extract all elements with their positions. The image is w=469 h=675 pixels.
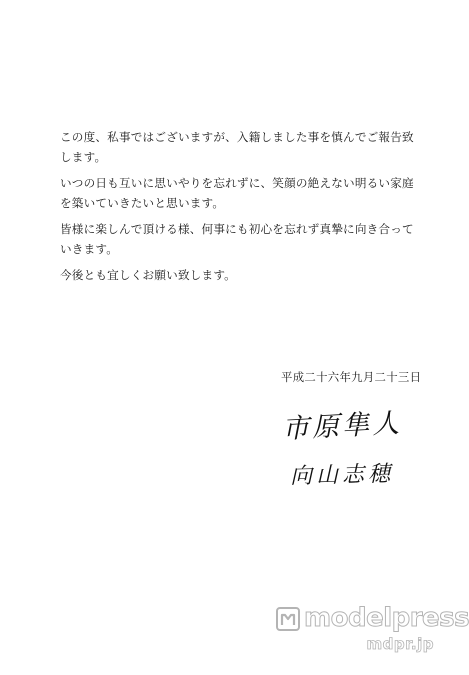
letter-line: を築いていきたいと思います。 <box>60 196 225 210</box>
signature-ichihara: 市原隼人 <box>281 407 403 446</box>
letter-line: 今後とも宜しくお願い致します。 <box>60 268 236 282</box>
modelpress-logo-icon <box>276 607 300 631</box>
letter-line: いつの日も互いに思いやりを忘れずに、笑顔の絶えない明るい家庭 <box>60 176 414 190</box>
letter-line: 皆様に楽しんで頂ける様、何事にも初心を忘れず真摯に向き合って <box>60 222 414 236</box>
watermark-brand: modelpress <box>304 603 469 633</box>
letter-date: 平成二十六年九月二十三日 <box>281 370 422 384</box>
watermark-site: mdpr.jp <box>366 635 434 653</box>
signature-mukaiyama: 向山志穂 <box>289 461 395 490</box>
letter-line: します。 <box>60 150 107 164</box>
letter-line: この度、私事ではございますが、入籍しました事を慎んでご報告致 <box>60 130 414 144</box>
letter-body <box>60 127 420 285</box>
letter-line: いきます。 <box>60 242 119 256</box>
modelpress-watermark <box>270 603 469 657</box>
